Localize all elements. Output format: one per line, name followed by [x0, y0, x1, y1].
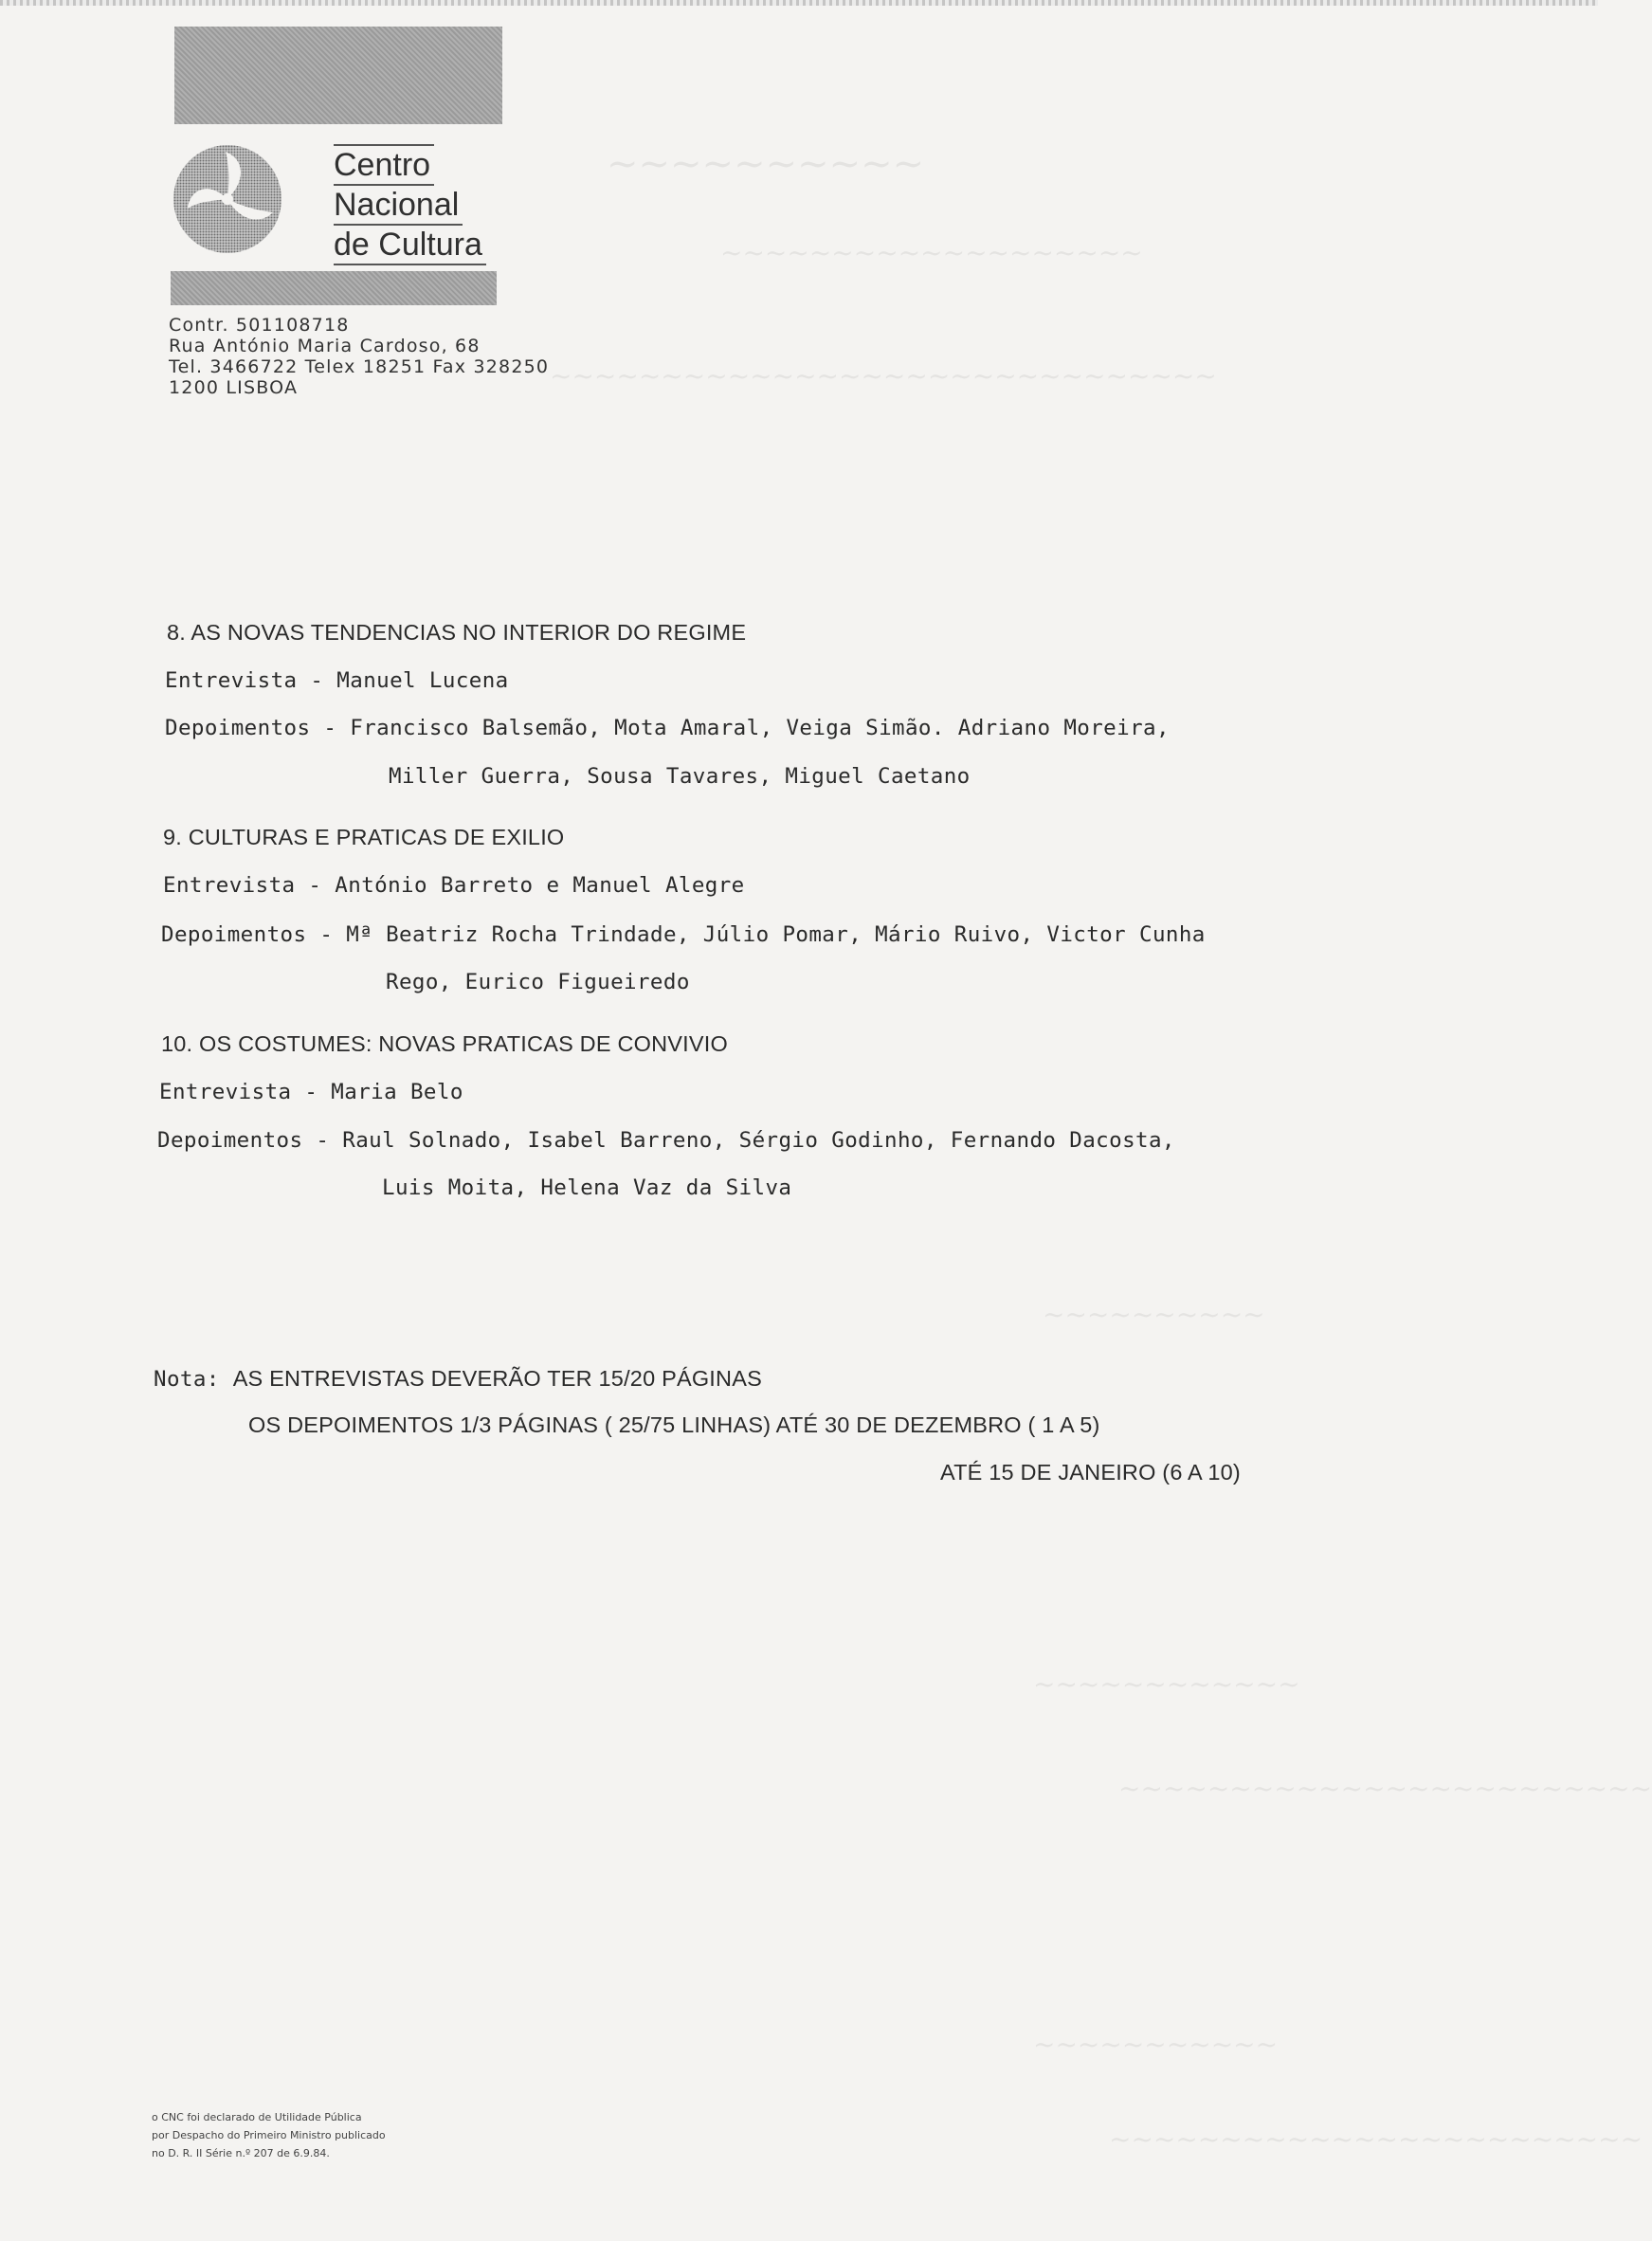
show-through-text: ~~~~~~~~~~~~: [1033, 1668, 1300, 1700]
testimonies-line: Luis Moita, Helena Vaz da Silva: [382, 1175, 792, 1200]
footer-line: no D. R. II Série n.º 207 de 6.9.84.: [152, 2147, 330, 2159]
logo-wordmark: [334, 144, 500, 265]
address-line: Rua António Maria Cardoso, 68: [169, 336, 481, 356]
testimonies-line: Rego, Eurico Figueiredo: [386, 970, 690, 994]
section-heading: 10. OS COSTUMES: NOVAS PRATICAS DE CONVIVIO: [161, 1031, 728, 1056]
note-line: OS DEPOIMENTOS 1/3 PÁGINAS ( 25/75 LINHAS) ATÉ 30 DE DEZEMBRO ( 1 A 5): [248, 1412, 1100, 1437]
testimonies-line: Depoimentos - Raul Solnado, Isabel Barreno, Sérgio Godinho, Fernando Dacosta,: [157, 1128, 1175, 1153]
show-through-text: ~~~~~~~~~~~~~~~~~~~~~~~~: [1118, 1773, 1652, 1804]
note-line: [154, 1366, 762, 1392]
testimonies-line: Miller Guerra, Sousa Tavares, Miguel Caetano: [389, 764, 971, 789]
footer-line: por Despacho do Primeiro Ministro publicado: [152, 2129, 386, 2141]
show-through-text: ~~~~~~~~~~: [1043, 1299, 1265, 1330]
cnc-logo-icon: [171, 142, 284, 256]
note-text: AS ENTREVISTAS DEVERÃO TER 15/20 PÁGINAS: [232, 1366, 762, 1391]
address-line: Contr. 501108718: [169, 315, 350, 336]
letterhead-bar-bottom: [171, 271, 497, 305]
note-line: ATÉ 15 DE JANEIRO (6 A 10): [940, 1460, 1241, 1485]
interview-line: Entrevista - António Barreto e Manuel Alegre: [163, 873, 745, 898]
footer-line: o CNC foi declarado de Utilidade Pública: [152, 2111, 362, 2123]
section-heading: 8. AS NOVAS TENDENCIAS NO INTERIOR DO REGIME: [167, 620, 747, 645]
interview-line: Entrevista - Maria Belo: [159, 1080, 463, 1104]
logo-line: Centro: [334, 144, 434, 186]
note-label: Nota:: [154, 1367, 220, 1392]
testimonies-line: Depoimentos - Mª Beatriz Rocha Trindade, Júlio Pomar, Mário Ruivo, Victor Cunha: [161, 922, 1206, 947]
show-through-text: ~~~~~~~~~~~~~~~~~~~~~~~~~~~~~~: [550, 360, 1217, 392]
letterhead-address: [169, 315, 549, 398]
testimonies-line: Depoimentos - Francisco Balsemão, Mota Amaral, Veiga Simão. Adriano Moreira,: [165, 716, 1170, 740]
show-through-text: ~~~~~~~~~~~: [1033, 2029, 1279, 2060]
address-line: 1200 LISBOA: [169, 377, 299, 398]
show-through-text: ~~~~~~~~~~~~~~~~~~~~~~~~: [1109, 2123, 1643, 2155]
logo-line: de Cultura: [334, 226, 486, 265]
address-line: Tel. 3466722 Telex 18251 Fax 328250: [169, 356, 550, 377]
legal-footer: [152, 2108, 386, 2162]
section-heading: 9. CULTURAS E PRATICAS DE EXILIO: [163, 825, 565, 849]
letterhead-bar-top: [174, 27, 502, 124]
show-through-text: ~~~~~~~~~~: [607, 142, 925, 186]
interview-line: Entrevista - Manuel Lucena: [165, 668, 509, 693]
logo-line: Nacional: [334, 186, 463, 226]
scan-edge: [0, 0, 1598, 6]
show-through-text: ~~~~~~~~~~~~~~~~~~~: [720, 237, 1143, 268]
